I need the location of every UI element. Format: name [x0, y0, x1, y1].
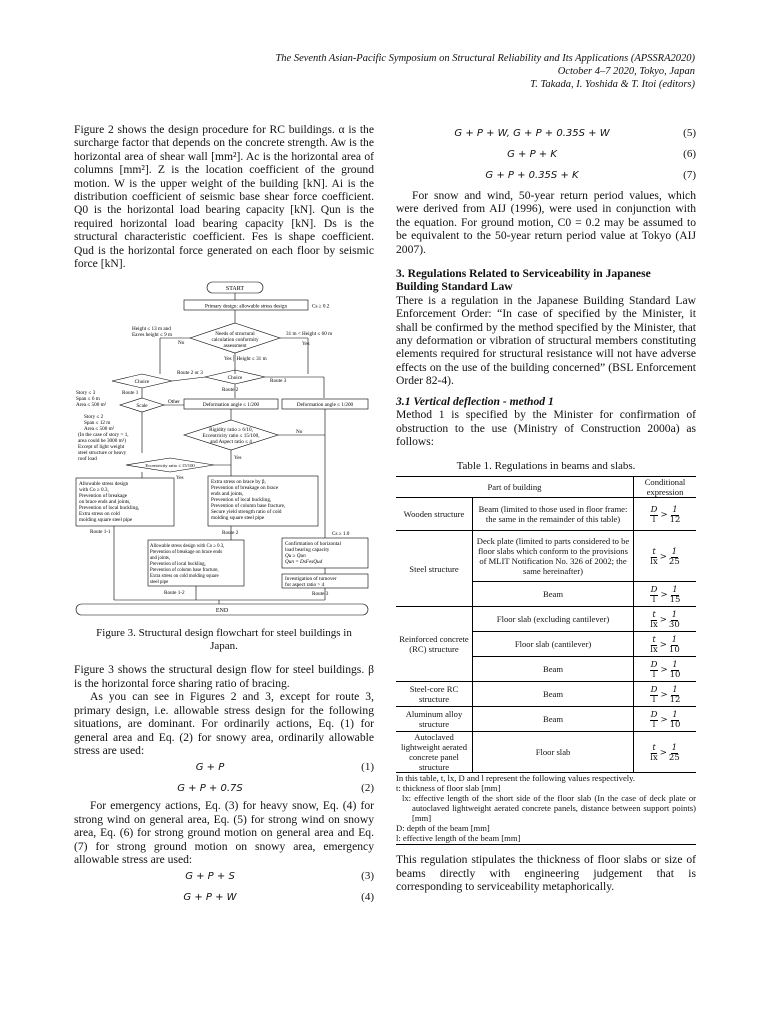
fc-cond-note3: Except of light weight	[78, 444, 125, 451]
fc-box-l6: Extra stress on cold	[79, 511, 120, 518]
fc-height-right: 31 m < Height ≤ 60 m	[286, 331, 333, 338]
fc-route2-a: Route 2	[222, 387, 239, 394]
table-cell: Autoclaved lightweight aerated concrete panel structure	[396, 732, 473, 773]
fc-route11: Route 1-1	[90, 529, 111, 536]
fc-route12: Route 1-2	[164, 590, 185, 597]
fc-start-label: START	[225, 286, 245, 293]
paragraph: For emergency actions, Eq. (3) for heavy snow, Eq. (4) for strong wind on general area, Eq. (5) for strong wind on snowy area, Eq. (6) for strong ground motion on general area and Eq. (7) for strong ground motion on snowy area, emergency allowable stress are used:	[74, 799, 374, 866]
table-frac: D l > 1 12	[634, 498, 697, 531]
fc-rig-3: and Aspect ratio ≤ 4	[210, 439, 252, 446]
fc-route2-b: Route 2	[222, 530, 239, 537]
table-cell: Floor slab (excluding cantilever)	[473, 607, 634, 632]
table-cell: Steel structure	[396, 531, 473, 607]
subsection-heading: 3.1 Vertical deflection - method 1	[396, 394, 554, 408]
fc-area1: Area ≤ 500 m²	[76, 402, 107, 409]
fc-conf-1: Confirmation of horizontal	[285, 541, 341, 548]
fc-box-l1: Allowable stress design	[79, 481, 129, 488]
fc-cs02: Cs ≥ 0.2	[312, 303, 330, 310]
fc-primary-label: Primary design: allowable stress design	[204, 303, 288, 310]
fc-conf-3: Qu ≥ Qun	[285, 553, 306, 560]
fc-story1: Story ≤ 3	[76, 390, 96, 397]
equation-1: G + P (1)	[195, 761, 374, 774]
fc-box-m4: Prevention of local buckling,	[150, 562, 206, 568]
fc-cond-story: Story ≤ 2	[84, 414, 104, 421]
table-frac: D l > 1 15	[634, 582, 697, 607]
fc-box-r2: Prevention of breakage on brace	[211, 485, 279, 492]
fc-needs-2: calculation conformity	[211, 337, 259, 344]
left-column	[74, 123, 374, 908]
fc-box-m6: Extra stress on cold molding square	[150, 574, 219, 580]
header-line-1: The Seventh Asian-Pacific Symposium on Structural Reliability and Its Applications (APSSRA2020)	[275, 53, 695, 64]
fc-route23: Route 2 or 3	[177, 370, 203, 377]
table-frac: t lx > 1 10	[634, 632, 697, 657]
equation-7: G + P + 0.35S + K (7)	[485, 168, 696, 181]
paragraph: There is a regulation in the Japanese Building Standard Law Enforcement Order: “In case of specified by the Minister, it shall be confirmed by the method specified by the Minister, that any deformation or vibration of structural members constituting elements required for structural resistance will not have adverse effects on the use of the building concerned” (BSL Enforcement Order 82-4).	[396, 293, 696, 388]
table-cell: Floor slab	[473, 732, 634, 773]
fc-deform-1-label: Deformation angle ≤ 1/200	[202, 402, 260, 409]
figure-caption: Figure 3. Structural design flowchart for steel buildings in Japan.	[96, 627, 352, 653]
table-frac: D l > 1 10	[634, 707, 697, 732]
regulations-table	[396, 476, 696, 772]
fc-inv-1: Investigation of turnover	[285, 576, 337, 583]
fc-choice-right-label: Choice	[227, 375, 243, 382]
fc-ecc-label: Eccentricity ratio ≤ 15/100	[145, 463, 195, 469]
table-cell: Floor slab (cantilever)	[473, 632, 634, 657]
table-cell: Beam	[473, 582, 634, 607]
table-cell: Wooden structure	[396, 498, 473, 531]
table-note: In this table, t, lx, D and l represent the following values respectively.	[396, 773, 636, 784]
fc-box-l2: with Co ≥ 0.3,	[79, 487, 109, 494]
fc-rig-2: Eccentricity ratio ≤ 15/100,	[202, 433, 260, 440]
table-cell: Beam	[473, 657, 634, 682]
fc-box-m1: Allowable stress design with Co ≥ 0.3,	[150, 544, 225, 550]
fc-needs-3: assessment	[223, 343, 247, 350]
fc-height-left-1: Height ≤ 13 m and	[132, 326, 171, 333]
table-note: l: effective length of the beam [mm]	[396, 833, 521, 844]
table-header-cond: Conditional expression	[634, 477, 697, 498]
fc-no-2: No	[296, 429, 303, 436]
fc-cs10: Cs ≥ 1.0	[332, 531, 350, 538]
fc-yes-1: Yes	[302, 341, 310, 348]
fc-yes-2: Yes	[234, 455, 242, 462]
fc-box-r1: Extra stress on brace by β,	[211, 479, 266, 486]
fc-cond-note1: (In the case of story = 1,	[78, 432, 129, 439]
fc-box-l4: on brace ends and joints,	[79, 499, 131, 506]
table-frac: t lx > 1 25	[634, 531, 697, 582]
fc-box-m7: steel pipe	[150, 580, 169, 586]
table-frac: t lx > 1 30	[634, 607, 697, 632]
fc-box-r3: ends and joints,	[211, 491, 244, 498]
table-caption: Table 1. Regulations in beams and slabs.	[456, 460, 636, 473]
table-frac: D l > 1 12	[634, 682, 697, 707]
right-column	[396, 123, 696, 894]
paragraph: As you can see in Figures 2 and 3, except for route 3, primary design, i.e. allowable stress design for the following situations, are dominant. For ordinarily actions, Eq. (1) for general area and Eq. (2) for snowy area, ordinarily allowable stress are used:	[74, 690, 374, 757]
table-cell: Beam	[473, 707, 634, 732]
table-cell: Reinforced concrete (RC) structure	[396, 607, 473, 682]
equation-6: G + P + K (6)	[507, 147, 696, 160]
fc-deform-2-label: Deformation angle ≤ 1/200	[296, 402, 354, 409]
table-cell: Deck plate (limited to parts considered to be floor slabs which conform to the provisions of MLIT Notification No. 326 of 2002; the same hereinafter)	[473, 531, 634, 582]
paragraph: This regulation stipulates the thickness of floor slabs or size of beams directly with engineering judgement that is corresponding to serviceability metaphorically.	[396, 853, 696, 894]
equation-4: G + P + W (4)	[183, 891, 374, 904]
paragraph: Figure 3 shows the structural design flow for steel buildings. β is the horizontal force sharing ratio of bracing.	[74, 663, 374, 690]
fc-box-l5: Prevention of local buckling,	[79, 505, 140, 512]
fc-box-m2: Prevention of breakage on brace ends	[150, 550, 223, 556]
fc-conf-4: Qun = DsFesQud	[285, 559, 323, 566]
fc-box-r4: Prevention of local buckling,	[211, 497, 272, 504]
fc-yes-h31: Yes│ Height ≤ 31 m	[224, 356, 267, 363]
paragraph: For snow and wind, 50-year return period values, which were derived from AIJ (1996), were used in conjunction with the equation. For ground motion, C0 = 0.2 may be assumed to be equivalent to the 50-year return period value at Tokyo (AIJ 2007).	[396, 189, 696, 256]
fc-cond-note5: roof load	[78, 456, 97, 463]
fc-box-l3: Prevention of breakage	[79, 493, 128, 500]
table-cell: Aluminum alloy structure	[396, 707, 473, 732]
equation-2: G + P + 0.7S (2)	[177, 782, 374, 795]
fc-height-left-2: Eaves height ≤ 9 m	[132, 332, 173, 339]
equation-3: G + P + S (3)	[185, 870, 374, 883]
fc-span1: Span ≤ 6 m	[76, 396, 100, 403]
fc-conf-2: load bearing capacity	[285, 547, 330, 554]
paragraph: Method 1 is specified by the Minister for confirmation of obstruction to the use (Ministry of Construction 2000a) as follows:	[396, 408, 696, 448]
table-note: lx: effective length of the short side of the floor slab (In the case of deck plate or autoclaved lightweight aerated concrete panels, distance between support points) [mm]	[402, 793, 696, 824]
fc-box-r6: Secure yield strength ratio of cold	[211, 509, 282, 516]
table-cell: Steel-core RC structure	[396, 682, 473, 707]
conference-header	[275, 52, 695, 91]
section-heading: 3. Regulations Related to Serviceability in Japanese Building Standard Law	[396, 267, 651, 294]
table-cell: Beam	[473, 682, 634, 707]
fc-other: Other	[168, 399, 180, 406]
fc-box-r5: Prevention of column base fracture,	[211, 503, 286, 510]
fc-route1-a: Route 1	[122, 390, 139, 397]
paragraph: Figure 2 shows the design procedure for RC buildings. α is the surcharge factor that depends on the concrete strength. Aw is the horizontal area of shear wall [mm²]. Ac is the horizontal area of columns [mm²]. Z is the location coefficient of the ground motion. W is the upper weight of the building [kN]. Ai is the distribution coefficient of seismic base shear force coefficient. Q0 is the horizontal load bearing capacity [kN]. Qun is the required horizontal load bearing capacity [kN]. Ds is the structural characteristic coefficient. Fes is shape coefficient. Qud is the horizontal force generated on each floor by seismic force [kN].	[74, 123, 374, 271]
fc-inv-2: for aspect ratio > 4	[285, 582, 325, 589]
table-frac: t lx > 1 25	[634, 732, 697, 773]
table-cell: Beam (limited to those used in floor frame: the same in the remainder of this table)	[473, 498, 634, 531]
fc-route3-a: Route 3	[270, 378, 287, 385]
table-notes	[396, 772, 696, 845]
table-note: t: thickness of floor slab [mm]	[396, 783, 501, 794]
fc-no-1: No	[178, 340, 185, 347]
fc-scale-label: Scale	[136, 403, 148, 410]
fc-needs-1: Needs of structural	[215, 331, 255, 338]
equation-5: G + P + W, G + P + 0.35S + W (5)	[454, 126, 696, 139]
fc-box-l7: molding square steel pipe	[79, 517, 133, 524]
table-frac: D l > 1 10	[634, 657, 697, 682]
header-line-3: T. Takada, I. Yoshida & T. Itoi (editors)	[530, 79, 695, 90]
fc-rig-1: Rigidity ratio ≥ 6/10,	[209, 427, 253, 434]
header-line-2: October 4–7 2020, Tokyo, Japan	[557, 66, 695, 77]
fc-cond-area: Area ≤ 500 m²	[84, 426, 115, 433]
fc-yes-3: Yes	[176, 475, 184, 482]
fc-route3-b: Route 3	[312, 591, 329, 598]
fc-cond-note4: steel structure or heavy	[78, 450, 127, 457]
table-header-part: Part of building	[396, 477, 634, 498]
fc-choice-left-label: Choice	[134, 379, 150, 386]
fc-box-m5: Prevention of column base fracture,	[150, 568, 219, 574]
fc-cond-span: Span ≤ 12 m	[84, 420, 111, 427]
fc-cond-note2: area could be 3000 m²)	[78, 438, 126, 445]
steel-design-flowchart	[74, 278, 374, 623]
fc-box-m3: and joints,	[150, 556, 170, 562]
fc-box-r7: molding square steel pipe	[211, 515, 265, 522]
table-note: D: depth of the beam [mm]	[396, 823, 490, 834]
fc-end-label: END	[215, 608, 229, 615]
